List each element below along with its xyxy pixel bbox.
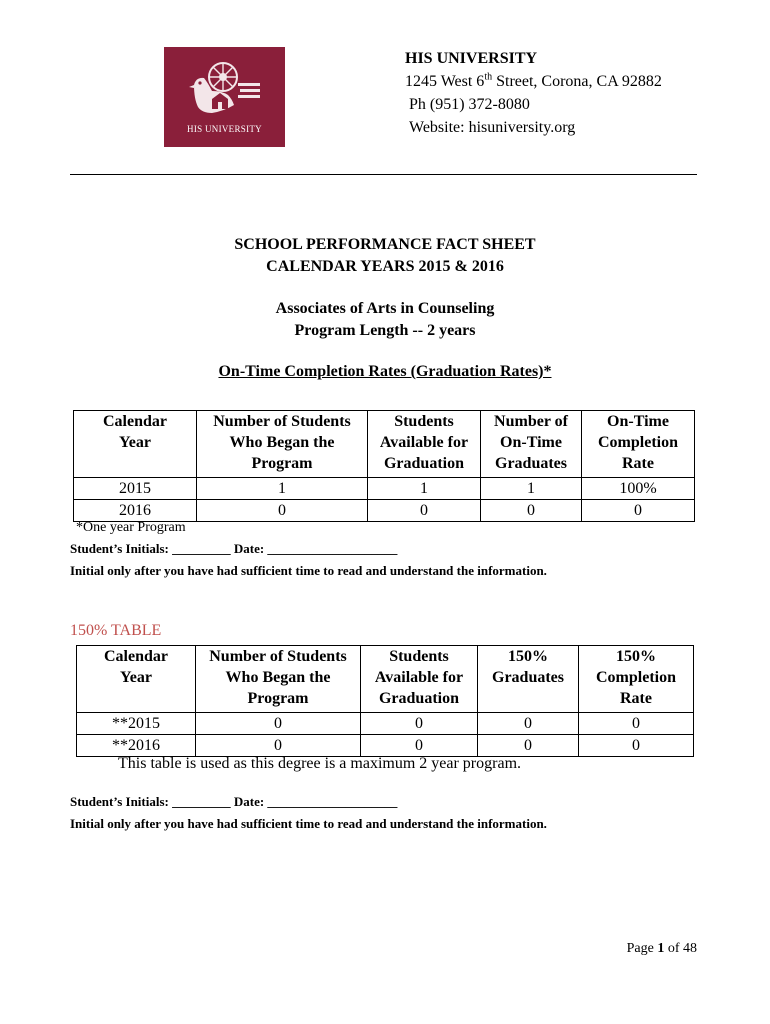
program-name: Associates of Arts in Counseling — [275, 300, 495, 317]
cell-available: 0 — [368, 500, 481, 522]
cell-rate: 0 — [579, 713, 694, 735]
table-row — [74, 478, 695, 500]
header-divider — [70, 174, 697, 175]
table-150-percent — [76, 645, 694, 757]
logo-text: HIS UNIVERSITY — [187, 124, 262, 134]
address-block — [405, 47, 662, 139]
cell-rate: 100% — [582, 478, 695, 500]
initial-note: Initial only after you have had sufficient time to read and understand the information. — [70, 816, 547, 831]
footnote: *One year Program — [76, 520, 186, 535]
program-length: Program Length -- 2 years — [294, 322, 476, 339]
cell-graduates: 0 — [481, 500, 582, 522]
ontime-heading: On-Time Completion Rates (Graduation Rates)* — [218, 363, 552, 380]
header-students-began: Number of Students Who Began the Program — [196, 646, 361, 713]
cell-graduates: 0 — [478, 713, 579, 735]
cell-year: 2015 — [74, 478, 197, 500]
cell-available: 0 — [361, 713, 478, 735]
cell-year: 2016 — [74, 500, 197, 522]
header-students-available: Students Available for Graduation — [361, 646, 478, 713]
cell-graduates: 0 — [478, 735, 579, 757]
table-150-heading: 150% TABLE — [70, 622, 162, 639]
university-name: HIS UNIVERSITY — [405, 50, 538, 67]
sheet-subtitle: CALENDAR YEARS 2015 & 2016 — [266, 258, 504, 275]
header-calendar-year: Calendar Year — [77, 646, 196, 713]
website: Website: hisuniversity.org — [409, 119, 576, 136]
table-row — [77, 713, 694, 735]
cell-available: 0 — [361, 735, 478, 757]
cell-began: 0 — [197, 500, 368, 522]
header-ontime-rate: On-Time Completion Rate — [582, 411, 695, 478]
header-150-graduates: 150% Graduates — [478, 646, 579, 713]
table-header-row — [77, 646, 694, 713]
header-calendar-year: Calendar Year — [74, 411, 197, 478]
table-row — [74, 500, 695, 522]
cell-rate: 0 — [582, 500, 695, 522]
header-students-available: Students Available for Graduation — [368, 411, 481, 478]
header-150-rate: 150% Completion Rate — [579, 646, 694, 713]
header-ontime-graduates: Number of On-Time Graduates — [481, 411, 582, 478]
cell-available: 1 — [368, 478, 481, 500]
initial-note: Initial only after you have had sufficient time to read and understand the information. — [70, 563, 547, 578]
cell-began: 0 — [196, 713, 361, 735]
cell-graduates: 1 — [481, 478, 582, 500]
initials-line: Student’s Initials: _________ Date: ____________________ — [70, 541, 398, 556]
university-logo — [164, 47, 285, 147]
cell-rate: 0 — [579, 735, 694, 757]
sheet-title: SCHOOL PERFORMANCE FACT SHEET — [234, 236, 536, 253]
phone-number: Ph (951) 372-8080 — [409, 96, 530, 113]
street-address: 1245 West 6th Street, Corona, CA 92882 — [405, 71, 662, 90]
cell-year: **2016 — [77, 735, 196, 757]
table-header-row — [74, 411, 695, 478]
table-row — [77, 735, 694, 757]
initials-line: Student’s Initials: _________ Date: ____________________ — [70, 794, 398, 809]
cell-began: 0 — [196, 735, 361, 757]
cell-year: **2015 — [77, 713, 196, 735]
page-number: Page 1 of 48 — [626, 941, 697, 956]
table-150-caption: This table is used as this degree is a maximum 2 year program. — [118, 755, 522, 772]
ontime-completion-table — [73, 410, 695, 522]
header-students-began: Number of Students Who Began the Program — [197, 411, 368, 478]
cell-began: 1 — [197, 478, 368, 500]
